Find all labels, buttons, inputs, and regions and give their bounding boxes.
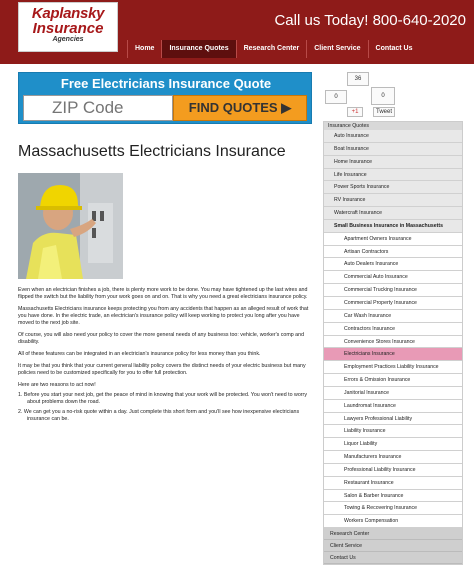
like-count: 36 [347, 72, 369, 86]
sidebar-footer-contact-us[interactable]: Contact Us [324, 552, 462, 564]
paragraph: It may be that you think that your current general liability policy covers the distinct needs of your electric business but many policies need to be customized specifically for you to offer full protection. [18, 363, 306, 376]
sidebar-item-life[interactable]: Life Insurance [324, 169, 462, 182]
brand-logo[interactable] [18, 2, 118, 52]
nav-research-center[interactable]: Research Center [236, 40, 307, 58]
sidebar-section-small-business[interactable]: Small Business Insurance in Massachusetts [324, 220, 462, 233]
nav-client-service[interactable]: Client Service [306, 40, 367, 58]
sidebar-item-home[interactable]: Home Insurance [324, 156, 462, 169]
sidebar-item-apartment-owners[interactable]: Apartment Owners Insurance [324, 233, 462, 246]
sidebar-item-artisan-contractors[interactable]: Artisan Contractors [324, 246, 462, 259]
sidebar-item-commercial-property[interactable]: Commercial Property Insurance [324, 297, 462, 310]
article-body [18, 287, 312, 423]
sidebar-item-manufacturers[interactable]: Manufacturers Insurance [324, 451, 462, 464]
sidebar-item-contractors[interactable]: Contractors Insurance [324, 323, 462, 336]
sidebar-item-watercraft[interactable]: Watercraft Insurance [324, 207, 462, 220]
logo-line1: Kaplansky [31, 5, 105, 22]
electrician-photo [18, 173, 123, 279]
site-header [0, 0, 474, 64]
callus-phone: Call us Today! 800-640-2020 [274, 12, 466, 29]
sidebar-item-commercial-trucking[interactable]: Commercial Trucking Insurance [324, 284, 462, 297]
quote-box [18, 72, 312, 124]
sidebar-item-convenience-stores[interactable]: Convenience Stores Insurance [324, 336, 462, 349]
logo-line2: Insurance [32, 20, 104, 37]
google-plus-button[interactable]: +1 [347, 107, 363, 117]
sidebar-item-rv[interactable]: RV Insurance [324, 194, 462, 207]
sidebar-item-lawyers[interactable]: Lawyers Professional Liability [324, 413, 462, 426]
sidebar-item-liquor[interactable]: Liquor Liability [324, 438, 462, 451]
sidebar-footer-client-service[interactable]: Client Service [324, 540, 462, 552]
sidebar-item-errors-omission[interactable]: Errors & Omission Insurance [324, 374, 462, 387]
paragraph: Of course, you will also need your policy to cover the more general needs of any business too: vehicle, worker's comp and disability. [18, 332, 305, 345]
sidebar-item-workers-comp[interactable]: Workers Compensation [324, 515, 462, 528]
logo-line3: Agencies [52, 36, 84, 43]
nav-insurance-quotes[interactable]: Insurance Quotes [161, 40, 235, 58]
paragraph: All of these features can be integrated in an electrician's insurance policy for less money than you think. [18, 351, 261, 357]
sidebar-footer-research-center[interactable]: Research Center [324, 528, 462, 540]
sidebar [323, 121, 463, 565]
main-nav [127, 40, 420, 58]
sidebar-item-employment-practices[interactable]: Employment Practices Liability Insurance [324, 361, 462, 374]
paragraph: Even when an electrician finishes a job, there is plenty more work to be done. You may have tightened up the last wires and flipped the switch but the liability from your work goes on and on. That is why you need a great electricians insurance policy. [18, 287, 308, 300]
paragraph: Massachusetts Electricians insurance keeps protecting you from any accidents that happen as an alleged result of work that you have done. In the electric trade, an electrician's insurance policy will keep working to protect you long after you have moved to the next job site. [18, 306, 309, 326]
sidebar-item-electricians[interactable]: Electricians Insurance [324, 348, 462, 361]
nav-home[interactable]: Home [127, 40, 161, 58]
list-item: 2. We can get you a no-risk quote within a day. Just complete this short form and you'll see how inexpensive electricians insurance can be. [18, 409, 300, 422]
sidebar-item-auto-dealers[interactable]: Auto Dealers Insurance [324, 258, 462, 271]
sidebar-item-janitorial[interactable]: Janitorial Insurance [324, 387, 462, 400]
list-item: 1. Before you start your next job, get the peace of mind in knowing that your work will be protected. You won't need to worry about problems down the road. [18, 392, 307, 405]
main-content [18, 72, 312, 423]
social-buttons [325, 72, 395, 120]
sidebar-item-salon-barber[interactable]: Salon & Barber Insurance [324, 490, 462, 503]
sidebar-item-car-wash[interactable]: Car Wash Insurance [324, 310, 462, 323]
quote-title: Free Electricians Insurance Quote [60, 76, 272, 91]
tweet-button[interactable]: Tweet [373, 107, 395, 117]
zip-code-input[interactable] [23, 95, 173, 121]
sidebar-item-laundromat[interactable]: Laundromat Insurance [324, 400, 462, 413]
nav-contact-us[interactable]: Contact Us [368, 40, 420, 58]
sidebar-header: Insurance Quotes [324, 122, 462, 130]
sidebar-item-liability[interactable]: Liability Insurance [324, 425, 462, 438]
page-body [0, 64, 474, 562]
find-quotes-button[interactable]: FIND QUOTES ▶ [173, 95, 307, 121]
sidebar-item-professional-liability[interactable]: Professional Liability Insurance [324, 464, 462, 477]
plus-count: 0 [325, 90, 347, 104]
share-count: 0 [371, 87, 395, 105]
sidebar-item-towing[interactable]: Towing & Recovering Insurance [324, 502, 462, 515]
reasons-list [18, 392, 312, 423]
sidebar-item-auto[interactable]: Auto Insurance [324, 130, 462, 143]
sidebar-item-commercial-auto[interactable]: Commercial Auto Insurance [324, 271, 462, 284]
sidebar-item-boat[interactable]: Boat Insurance [324, 143, 462, 156]
paragraph: Here are two reasons to act now! [18, 382, 96, 388]
page-title: Massachusetts Electricians Insurance [18, 143, 286, 160]
sidebar-item-restaurant[interactable]: Restaurant Insurance [324, 477, 462, 490]
sidebar-item-power-sports[interactable]: Power Sports Insurance [324, 181, 462, 194]
